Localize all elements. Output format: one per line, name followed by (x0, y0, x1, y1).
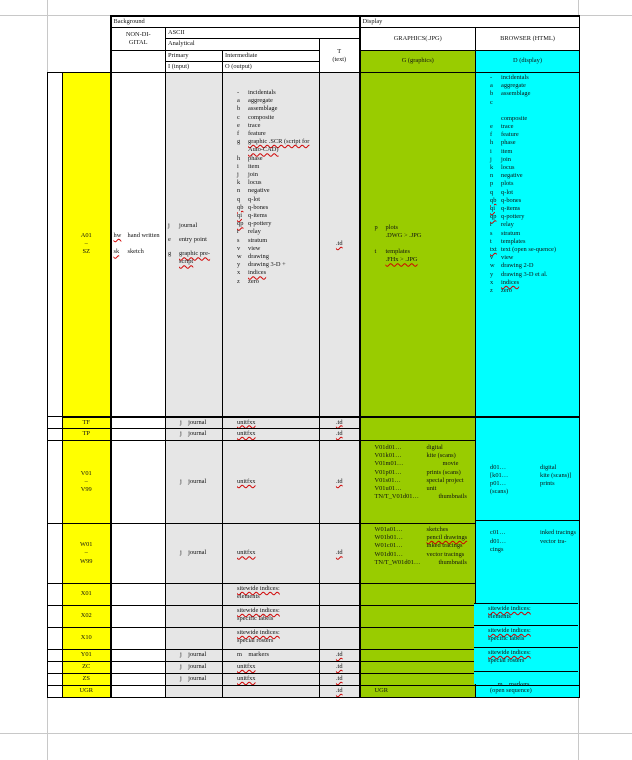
primary-item: g graphic pre-script (168, 250, 211, 266)
display-item: i item (490, 147, 513, 155)
header-ascii: ASCII (166, 28, 360, 39)
display-item: j join (490, 155, 511, 163)
x02-display: sitewide indices: specific labels (474, 625, 578, 647)
intermediate-item: qi q-items (237, 212, 268, 220)
x01-intermediate: sitewide indices: elements (223, 584, 320, 606)
intermediate-item: b assemblage (237, 105, 278, 113)
zc-text: .td (320, 662, 360, 674)
header-t-text: T (text) (320, 39, 360, 73)
ugr-graphics: UGR (360, 686, 476, 698)
nondigital-item: sk sketch (113, 248, 144, 256)
display-item: s stratum (490, 229, 521, 237)
row-margin-cell (48, 650, 63, 662)
header-intermediate: Intermediate (223, 50, 320, 61)
v-primary: j journal (166, 441, 223, 524)
graphics-item: t templates (374, 248, 410, 256)
row-label-tf: TF (63, 417, 111, 429)
w-graphics-line: W01b01… pencil drawings (374, 534, 468, 542)
x02-intermediate: sitewide indices: specific labels (223, 606, 320, 628)
nondigital-list (111, 73, 166, 417)
v-graphics-line: V01d01… digital (374, 444, 443, 452)
w-display-line: c01… inked tracings (490, 529, 577, 537)
x10-primary (166, 628, 223, 650)
text-td-cell: .td (320, 73, 360, 417)
x01-graphics (360, 584, 476, 606)
x01-primary (166, 584, 223, 606)
tp-primary: j journal (166, 429, 223, 441)
row-margin-cell (48, 417, 63, 429)
ugr-nondigital (111, 686, 166, 698)
row-margin-cell (48, 441, 63, 524)
v-graphics-line: TN/T_V01d01… thumbnails (374, 493, 467, 501)
w-graphics-line: W01c01… inked tracings (374, 542, 463, 550)
graphics-list (360, 73, 476, 417)
row-label-a01-sz: A01 – SZ (63, 73, 111, 417)
display-item: e trace (490, 123, 514, 131)
intermediate-item: c composite (237, 113, 275, 121)
x01-text (320, 584, 360, 606)
x02-primary (166, 606, 223, 628)
y01-text: .td (320, 650, 360, 662)
zc-graphics (360, 662, 476, 674)
primary-item: e entry point (168, 236, 207, 244)
x02-text (320, 606, 360, 628)
display-list (476, 73, 580, 417)
primary-item: j journal (168, 221, 198, 229)
zs-primary: j journal (166, 674, 223, 686)
zc-nondigital (111, 662, 166, 674)
display-item: n negative (490, 172, 523, 180)
w-graphics (360, 524, 476, 584)
y01-graphics (360, 650, 476, 662)
v-display-line: [k01… kite (scans)] (490, 471, 572, 479)
w-primary: j journal (166, 524, 223, 584)
zs-graphics (360, 674, 476, 686)
display-item: qi q-items (490, 205, 521, 213)
row-label-w01-w99: W01 – W99 (63, 524, 111, 584)
intermediate-item: i item (237, 162, 260, 170)
margin-line-bottom (0, 733, 632, 734)
v-text: .td (320, 441, 360, 524)
intermediate-item: - incidentals (237, 89, 276, 97)
display-item: z zero (490, 287, 512, 295)
display-item: r relay (490, 221, 514, 229)
display-item: txt text (open se-quence) (490, 246, 557, 254)
row-margin-cell (48, 73, 63, 417)
header-non-digital: NON-DI- GITAL (111, 28, 166, 50)
intermediate-item: qb q-bones (237, 203, 269, 211)
x02-nondigital (111, 606, 166, 628)
zs-nondigital (111, 674, 166, 686)
display-item: w drawing 2-D (490, 262, 534, 270)
intermediate-item: n negative (237, 187, 270, 195)
header-browser: BROWSER (HTML) (476, 28, 580, 50)
x10-nondigital (111, 628, 166, 650)
x10-graphics (360, 628, 476, 650)
tf-tp-graphics (360, 417, 476, 441)
display-item: b assemblage (490, 90, 531, 98)
ugr-primary (166, 686, 223, 698)
intermediate-item: a aggregate (237, 97, 273, 105)
x01-display: sitewide indices: elements (474, 603, 578, 625)
archive-structure-table (47, 15, 580, 698)
intermediate-item: j join (237, 171, 258, 179)
tf-intermediate: unitfxx (223, 417, 320, 429)
display-item: qb q-bones (490, 196, 522, 204)
display-item: k locus (490, 164, 515, 172)
intermediate-item: w drawing (237, 253, 269, 261)
y01-nondigital (111, 650, 166, 662)
v-graphics-line: V01k01… kite (scans) (374, 452, 456, 460)
display-item: y drawing 3-D et al. (490, 270, 548, 278)
v-graphics-line: V01m01… movie (374, 460, 459, 468)
header-blank-corner (48, 16, 111, 73)
intermediate-item: q q-lot (237, 195, 261, 203)
row-label-tp: TP (63, 429, 111, 441)
x10-display: sitewide indices: special rosters (474, 647, 578, 671)
display-item: t templates (490, 237, 526, 245)
header-i-input: I (input) (166, 61, 223, 72)
display-item (490, 107, 577, 115)
row-margin-cell (48, 524, 63, 584)
intermediate-item: r relay (237, 228, 261, 236)
v-display-line: d01… digital (490, 463, 557, 471)
x02-graphics (360, 606, 476, 628)
row-margin-cell (48, 628, 63, 650)
display-item: a aggregate (490, 82, 526, 90)
intermediate-item: h phase (237, 154, 263, 162)
w-display-line: d01… vector tra- (490, 537, 567, 545)
x-display-overlay (474, 603, 578, 689)
display-item: v view (490, 254, 514, 262)
display-item: f feature (490, 131, 519, 139)
row-margin-cell (48, 674, 63, 686)
tf-nondigital (111, 417, 166, 429)
tf-primary: j journal (166, 417, 223, 429)
intermediate-item: g graphic .SCR (script for Auto-CAD) (237, 138, 310, 154)
y01-primary: j journal (166, 650, 223, 662)
ugr-text: .td (320, 686, 360, 698)
zs-intermediate: unitfxx (223, 674, 320, 686)
header-primary: Primary (166, 50, 223, 61)
intermediate-item: f feature (237, 130, 266, 138)
display-item: qp q-pottery (490, 213, 525, 221)
x01-nondigital (111, 584, 166, 606)
row-label-x10: X10 (63, 628, 111, 650)
v-graphics-line: V01p01… prints (scans) (374, 468, 461, 476)
zs-text: .td (320, 674, 360, 686)
row-label-x02: X02 (63, 606, 111, 628)
zc-intermediate: unitfxx (223, 662, 320, 674)
w-text: .td (320, 524, 360, 584)
tp-intermediate: unitfxx (223, 429, 320, 441)
w-graphics-line: W01d01… vector tracings (374, 550, 465, 558)
w-graphics-line: TN/T_W01d01… thumbnails (374, 558, 467, 566)
row-label-x01: X01 (63, 584, 111, 606)
intermediate-list (223, 73, 320, 417)
intermediate-item: x indices (237, 269, 267, 277)
display-item: h phase (490, 139, 516, 147)
w-nondigital (111, 524, 166, 584)
graphics-subitem: .DWG > .JPG (385, 232, 422, 240)
ugr-intermediate (223, 686, 320, 698)
tf-text: .td (320, 417, 360, 429)
intermediate-item: y drawing 3-D + (237, 261, 286, 269)
w-display (476, 520, 579, 554)
row-label-zs: ZS (63, 674, 111, 686)
v-display (476, 446, 579, 497)
zc-primary: j journal (166, 662, 223, 674)
row-margin-cell (48, 429, 63, 441)
nondigital-item: hw hand written (113, 232, 160, 240)
tp-nondigital (111, 429, 166, 441)
display-item: composite (501, 114, 528, 122)
intermediate-item: v view (237, 244, 261, 252)
row-margin-cell (48, 662, 63, 674)
v-graphics-line: V01u01… unit (374, 485, 437, 493)
v-graphics-line: V01s01… special project (374, 476, 464, 484)
x10-text (320, 628, 360, 650)
intermediate-item: s stratum (237, 236, 268, 244)
row-label-v01-v99: V01 – V99 (63, 441, 111, 524)
row-margin-cell (48, 686, 63, 698)
header-g-graphics: G (graphics) (360, 50, 476, 72)
display-item: p plots (490, 180, 514, 188)
primary-list (166, 73, 223, 417)
x10-intermediate: sitewide indices: special rosters (223, 628, 320, 650)
row-label-ugr: UGR (63, 686, 111, 698)
header-graphics: GRAPHICS(.JPG) (360, 28, 476, 50)
ugr-display: (open sequence) (476, 686, 580, 698)
header-d-display: D (display) (476, 50, 580, 72)
w-intermediate: unitfxx (223, 524, 320, 584)
row-margin-cell (48, 584, 63, 606)
intermediate-item: z zero (237, 277, 259, 285)
w-display-line: cings (490, 545, 504, 553)
row-label-zc: ZC (63, 662, 111, 674)
display-item: - incidentals (490, 74, 529, 82)
header-display: Display (360, 16, 580, 28)
display-item: c (490, 98, 493, 106)
header-nondigital-spacer (111, 50, 166, 72)
graphics-item: p plots (374, 223, 398, 231)
v-display-line: p01… prints (490, 479, 555, 487)
header-analytical: Analytical (166, 39, 320, 50)
graphics-subitem: .FHx > .JPG (385, 256, 418, 264)
display-item: q q-lot (490, 188, 514, 196)
y01-intermediate: m markers (223, 650, 320, 662)
y01-display: m markers (474, 671, 578, 684)
intermediate-item: e trace (237, 121, 261, 129)
row-label-y01: Y01 (63, 650, 111, 662)
row-margin-cell (48, 606, 63, 628)
header-o-output: O (output) (223, 61, 320, 72)
display-item: x indices (490, 278, 520, 286)
v-graphics (360, 441, 476, 524)
tp-text: .td (320, 429, 360, 441)
v-display-line: (scans) (490, 488, 509, 496)
intermediate-item: qp q-pottery (237, 220, 272, 228)
intermediate-item: k locus (237, 179, 262, 187)
header-background: Background (111, 16, 360, 28)
w-graphics-line: W01a01… sketches (374, 526, 449, 534)
v-nondigital (111, 441, 166, 524)
v-intermediate: unitfxx (223, 441, 320, 524)
